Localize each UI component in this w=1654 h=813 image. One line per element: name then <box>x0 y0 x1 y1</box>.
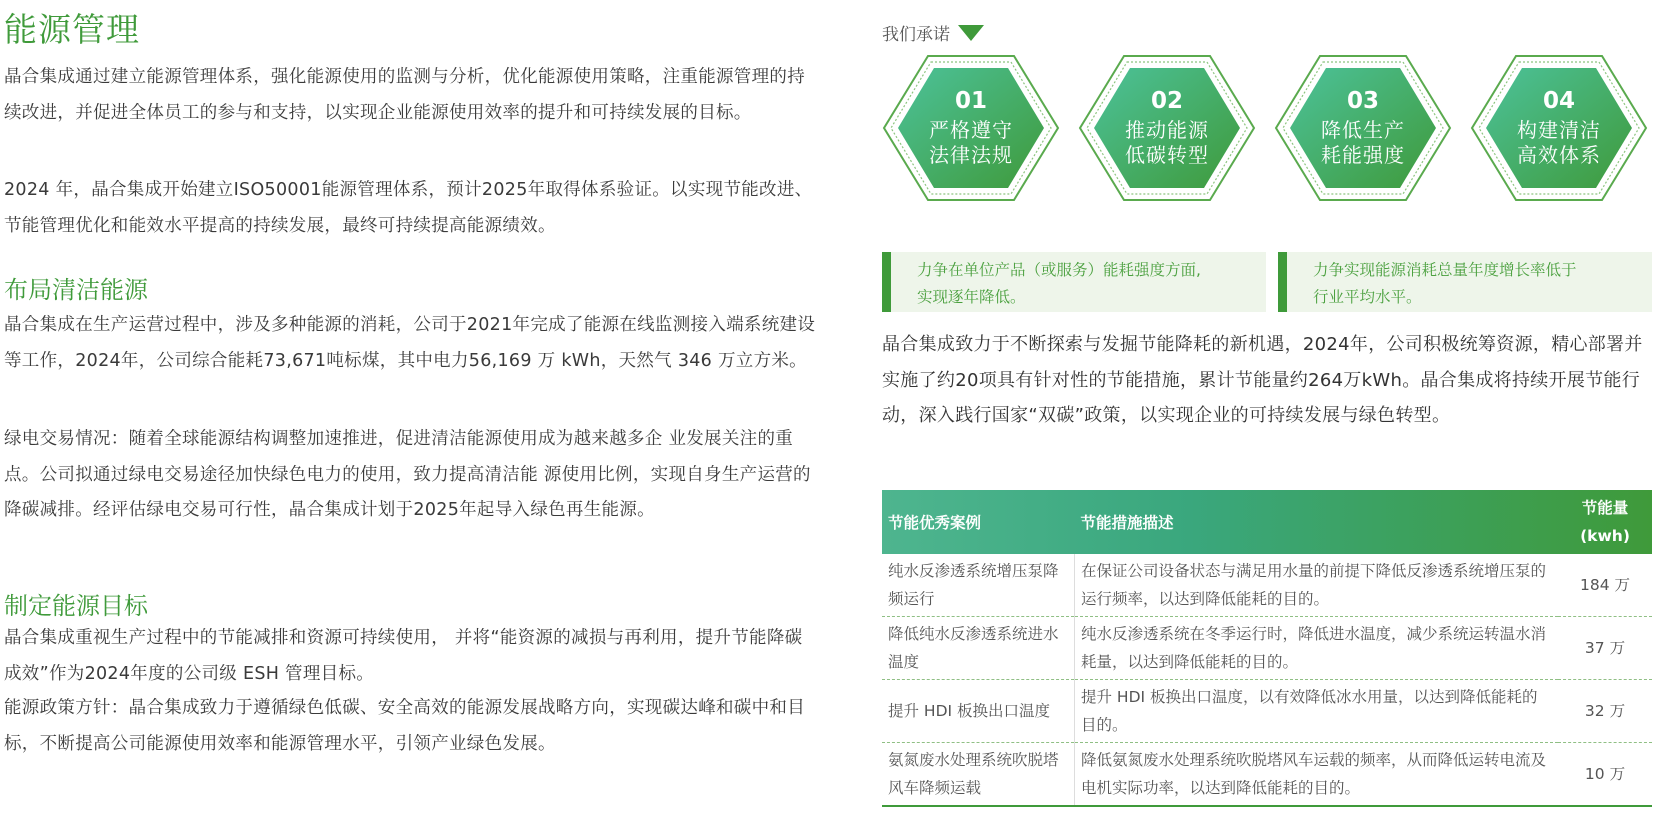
header-saving <box>1558 490 1652 554</box>
commitment-note-2 <box>1278 252 1652 312</box>
promise-label-line-2: 法律法规 <box>929 143 1013 167</box>
promise-label-line-1: 严格遵守 <box>929 118 1013 142</box>
promise-header <box>882 20 984 45</box>
promise-text <box>1274 54 1452 202</box>
promise-title: 我们承诺 <box>882 25 950 45</box>
header-saving-unit: (kwh) <box>1580 527 1630 545</box>
case-cell: 氨氮废水处理系统吹脱塔风车降频运载 <box>882 743 1075 807</box>
paragraph-iso50001: 2024 年，晶合集成开始建立ISO50001能源管理体系，预计2025年取得体系验证。以实现节能改进、节能管理优化和能效水平提高的持续发展，最终可持续提高能源绩效。 <box>4 180 813 236</box>
promise-text <box>1078 54 1256 202</box>
promise-number: 04 <box>1542 88 1575 114</box>
header-saving-label: 节能量 <box>1581 499 1629 517</box>
paragraph-energy-policy: 能源政策方针：晶合集成致力于遵循绿色低碳、安全高效的能源发展战略方向，实现碳达峰和碳中和目标，不断提高公司能源使用效率和能源管理水平，引领产业绿色发展。 <box>4 698 805 754</box>
subsection-title-clean-energy: 布局清洁能源 <box>4 276 148 304</box>
description-cell: 降低氨氮废水处理系统吹脱塔风车运载的频率，从而降低运转电流及电机实际功率，以达到降低能耗的目的。 <box>1075 743 1559 807</box>
table-header-row <box>882 490 1652 554</box>
paragraph-energy-saving: 晶合集成致力于不断探索与发掘节能降耗的新机遇，2024年，公司积极统筹资源，精心部署并实施了约20项具有针对性的节能措施，累计节能量约264万kWh。晶合集成将持续开展节能行动，深入践行国家“双碳”政策，以实现企业的可持续发展与绿色转型。 <box>882 334 1643 426</box>
promise-label-line-2: 耗能强度 <box>1321 143 1405 167</box>
promise-badge-4 <box>1470 54 1648 202</box>
saving-cell: 10 万 <box>1558 743 1652 807</box>
table-row <box>882 743 1652 807</box>
promise-number: 02 <box>1150 88 1183 114</box>
commitment-note-1 <box>882 252 1266 312</box>
subsection-title-energy-target: 制定能源目标 <box>4 592 148 620</box>
description-cell: 在保证公司设备状态与满足用水量的前提下降低反渗透系统增压泵的运行频率，以达到降低能耗的目的。 <box>1075 554 1559 617</box>
paragraph-esh-target: 晶合集成重视生产过程中的节能减排和资源可持续使用， 并将“能资源的减损与再利用，提升节能降碳成效”作为2024年度的公司级 ESH 管理目标。 <box>4 628 803 684</box>
energy-saving-cases-table <box>882 490 1652 807</box>
promise-number: 03 <box>1346 88 1379 114</box>
promise-badge-1 <box>882 54 1060 202</box>
promise-label-line-2: 低碳转型 <box>1125 143 1209 167</box>
promise-badge-3 <box>1274 54 1452 202</box>
commitment-note-2-line-1: 力争实现能源消耗总量年度增长率低于 <box>1313 261 1577 279</box>
description-cell: 纯水反渗透系统在冬季运行时，降低进水温度，减少系统运转温水消耗量，以达到降低能耗的目的。 <box>1075 617 1559 680</box>
case-cell: 降低纯水反渗透系统进水温度 <box>882 617 1075 680</box>
promise-label-line-1: 构建清洁 <box>1517 118 1601 142</box>
paragraph-energy-consumption: 晶合集成在生产运营过程中，涉及多种能源的消耗，公司于2021年完成了能源在线监测接入端系统建设等工作，2024年，公司综合能耗73,671吨标煤，其中电力56,169 万 kWh，天然气 346 万立方米。 <box>4 315 816 371</box>
saving-cell: 37 万 <box>1558 617 1652 680</box>
promise-text <box>882 54 1060 202</box>
case-cell: 纯水反渗透系统增压泵降频运行 <box>882 554 1075 617</box>
promise-number: 01 <box>954 88 987 114</box>
saving-cell: 32 万 <box>1558 680 1652 743</box>
promise-text <box>1470 54 1648 202</box>
paragraph-green-power: 绿电交易情况：随着全球能源结构调整加速推进，促进清洁能源使用成为越来越多企 业发展关注的重点。公司拟通过绿电交易途径加快绿色电力的使用，致力提高清洁能 源使用比例，实现自身生产运营的降碳减排。经评估绿电交易可行性，晶合集成计划于2025年起导入绿色再生能源。 <box>4 429 811 520</box>
promise-badge-2 <box>1078 54 1256 202</box>
table-row <box>882 617 1652 680</box>
triangle-down-icon <box>958 25 984 41</box>
header-case: 节能优秀案例 <box>888 514 982 532</box>
paragraph-intro: 晶合集成通过建立能源管理体系，强化能源使用的监测与分析，优化能源使用策略，注重能源管理的持续改进，并促进全体员工的参与和支持，以实现企业能源使用效率的提升和可持续发展的目标。 <box>4 67 805 123</box>
description-cell: 提升 HDI 板换出口温度，以有效降低冰水用量，以达到降低能耗的目的。 <box>1075 680 1559 743</box>
saving-cell: 184 万 <box>1558 554 1652 617</box>
table-row <box>882 554 1652 617</box>
commitment-note-2-line-2: 行业平均水平。 <box>1313 288 1422 306</box>
table-row <box>882 680 1652 743</box>
case-cell: 提升 HDI 板换出口温度 <box>882 680 1075 743</box>
promise-label-line-1: 降低生产 <box>1321 118 1405 142</box>
header-description: 节能措施描述 <box>1080 514 1174 532</box>
section-title-energy-management: 能源管理 <box>4 10 140 49</box>
promise-label-line-1: 推动能源 <box>1125 118 1209 142</box>
commitment-note-1-line-2: 实现逐年降低。 <box>917 288 1026 306</box>
commitment-note-1-line-1: 力争在单位产品（或服务）能耗强度方面, <box>917 261 1201 279</box>
promise-label-line-2: 高效体系 <box>1517 143 1601 167</box>
